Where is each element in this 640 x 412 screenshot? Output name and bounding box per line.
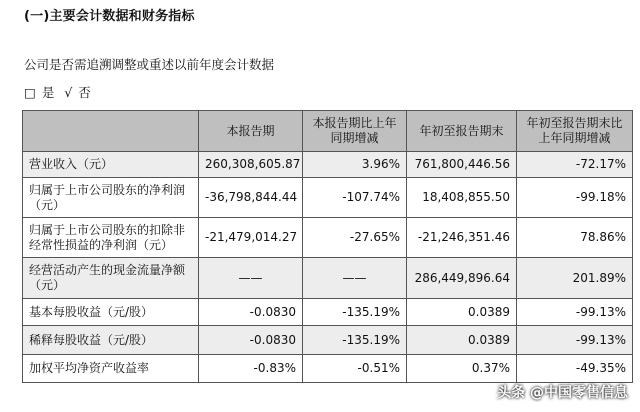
option-no: 否 xyxy=(78,85,91,100)
ytd-value: 0.37% xyxy=(407,355,517,383)
section-title: (一)主要会计数据和财务指标 xyxy=(24,9,195,24)
ytd-change: -99.13% xyxy=(517,326,633,355)
restatement-answer xyxy=(24,83,97,101)
current-change: -107.74% xyxy=(303,178,407,218)
row-label: 归属于上市公司股东的净利润（元） xyxy=(23,178,199,218)
ytd-value: 761,800,446.56 xyxy=(407,152,517,178)
current-value: -21,479,014.27 xyxy=(199,218,303,258)
row-label: 归属于上市公司股东的扣除非经常性损益的净利润（元） xyxy=(23,218,199,258)
table-row xyxy=(23,178,633,218)
ytd-change: 201.89% xyxy=(517,258,633,299)
ytd-value: 18,408,855.50 xyxy=(407,178,517,218)
ytd-change: 78.86% xyxy=(517,218,633,258)
row-label: 加权平均净资产收益率 xyxy=(23,355,199,383)
ytd-value: 286,449,896.64 xyxy=(407,258,517,299)
option-yes: 是 xyxy=(41,85,55,100)
current-change: —— xyxy=(303,258,407,299)
ytd-change: -99.18% xyxy=(517,178,633,218)
ytd-change: -99.13% xyxy=(517,299,633,326)
check-mark-icon: √ xyxy=(64,85,73,100)
current-value: —— xyxy=(199,258,303,299)
table-row xyxy=(23,152,633,178)
row-label: 经营活动产生的现金流量净额（元） xyxy=(23,258,199,299)
table-row xyxy=(23,355,633,383)
header-cell-ytd-change: 年初至报告期末比上年同期增减 xyxy=(517,111,633,152)
ytd-value: 0.0389 xyxy=(407,299,517,326)
current-change: -135.19% xyxy=(303,326,407,355)
current-value: -0.0830 xyxy=(199,299,303,326)
current-value: -0.83% xyxy=(199,355,303,383)
current-value: -36,798,844.44 xyxy=(199,178,303,218)
watermark: 头条 @中国零售信息 xyxy=(497,385,628,401)
row-label: 基本每股收益（元/股） xyxy=(23,299,199,326)
row-label: 营业收入（元） xyxy=(23,152,199,178)
ytd-change: -49.35% xyxy=(517,355,633,383)
table-row xyxy=(23,326,633,355)
ytd-value: -21,246,351.46 xyxy=(407,218,517,258)
current-change: -0.51% xyxy=(303,355,407,383)
current-change: -135.19% xyxy=(303,299,407,326)
table-row xyxy=(23,258,633,299)
ytd-value: 0.0389 xyxy=(407,326,517,355)
table-header-row xyxy=(23,111,633,152)
header-cell-current-period: 本报告期 xyxy=(199,111,303,152)
financial-data-table xyxy=(22,110,633,383)
current-value: 260,308,605.87 xyxy=(199,152,303,178)
unchecked-box-icon: □ xyxy=(24,85,36,100)
row-label: 稀释每股收益（元/股） xyxy=(23,326,199,355)
header-cell-label xyxy=(23,111,199,152)
current-change: 3.96% xyxy=(303,152,407,178)
header-cell-current-change: 本报告期比上年同期增减 xyxy=(303,111,407,152)
table-row xyxy=(23,218,633,258)
table-row xyxy=(23,299,633,326)
restatement-question: 公司是否需追溯调整或重述以前年度会计数据 xyxy=(24,57,275,72)
ytd-change: -72.17% xyxy=(517,152,633,178)
header-cell-ytd: 年初至报告期末 xyxy=(407,111,517,152)
current-change: -27.65% xyxy=(303,218,407,258)
current-value: -0.0830 xyxy=(199,326,303,355)
